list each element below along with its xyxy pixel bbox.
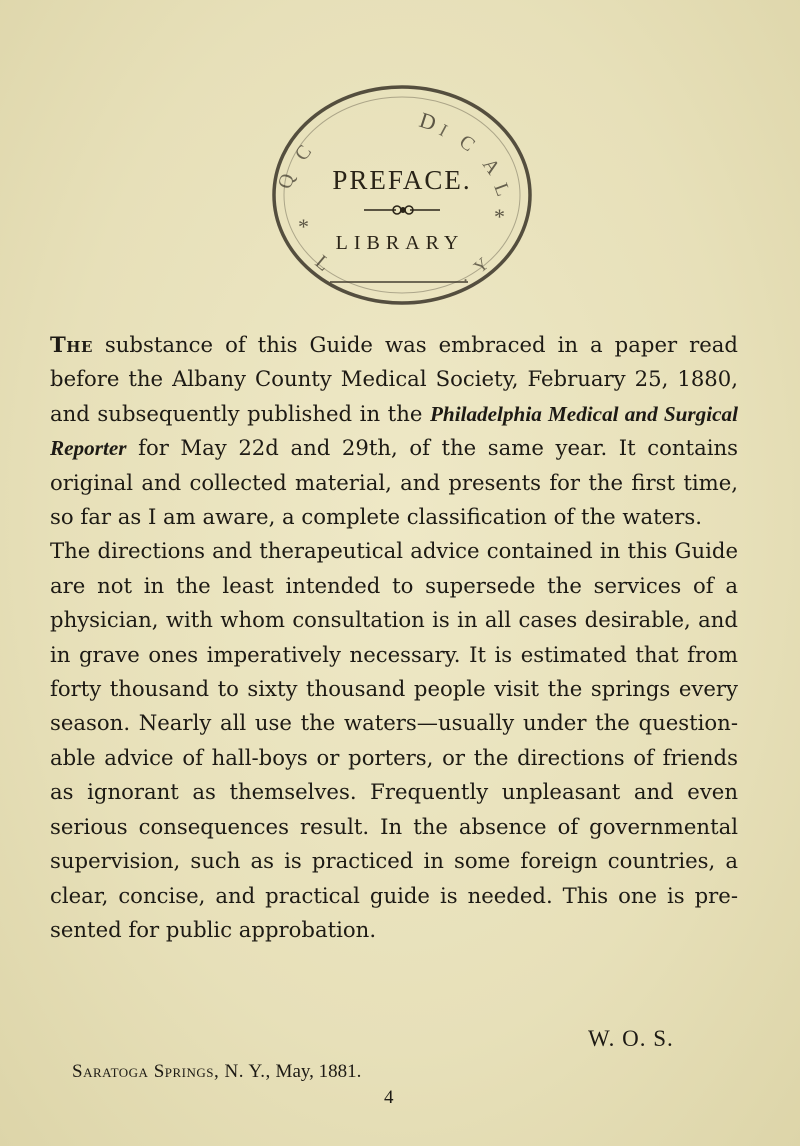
paragraph-1 — [50, 328, 738, 534]
svg-text:*: * — [494, 204, 505, 229]
paragraph-text: substance of this Guide was embraced in a paper read before the Albany County Medical Society, February 25, 1880, and subsequently published in the — [50, 332, 738, 426]
svg-text:Y: Y — [469, 253, 493, 278]
svg-text:I: I — [436, 119, 451, 141]
dateline-place: Saratoga Springs, N. Y., — [72, 1061, 271, 1082]
dateline-date: May, 1881. — [270, 1061, 362, 1082]
svg-text:A: A — [477, 154, 505, 179]
preface-body — [50, 328, 738, 947]
dateline — [72, 1061, 361, 1083]
paragraph-lead-word: The — [50, 332, 93, 357]
author-signature: W. O. S. — [588, 1026, 674, 1051]
svg-text:D: D — [416, 106, 440, 136]
svg-text:L: L — [489, 180, 515, 200]
paragraph-2: The directions and therapeutical advice contained in this Guide are not in the least intended to supersede the services of a physician, with whom consultation is in all cases desirable, and in grave ones imperatively necessary. It is estimated that from forty thousand to sixty thousand people visit the springs every season. Nearly all use the waters—usually under the questionable advice of hall-boys or porters, or the directions of friends as ignorant as themselves. Frequently unpleasant and even serious consequences result. In the absence of governmental supervision, such as is practiced in some foreign countries, a clear, concise, and practical guide is needed. This one is presented for public approbation. — [50, 538, 738, 942]
svg-text:*: * — [298, 214, 309, 239]
journal-title: Philadelphia Medical and Surgical Reporter — [50, 401, 738, 461]
svg-text:C: C — [454, 130, 479, 157]
paragraph-text: for May 22d and 29th, of the same year. It contains original and collected material, and presents for the first time, so far as I am aware, a complete classification of the waters. — [50, 435, 738, 530]
svg-text:L: L — [310, 250, 335, 276]
stamp-library-text: LIBRARY — [335, 232, 465, 254]
page-title: PREFACE. — [332, 165, 472, 195]
svg-text:C: C — [290, 141, 317, 166]
page-number: 4 — [384, 1087, 394, 1108]
svg-text:.: . — [456, 265, 470, 286]
svg-text:Q: Q — [273, 171, 300, 192]
